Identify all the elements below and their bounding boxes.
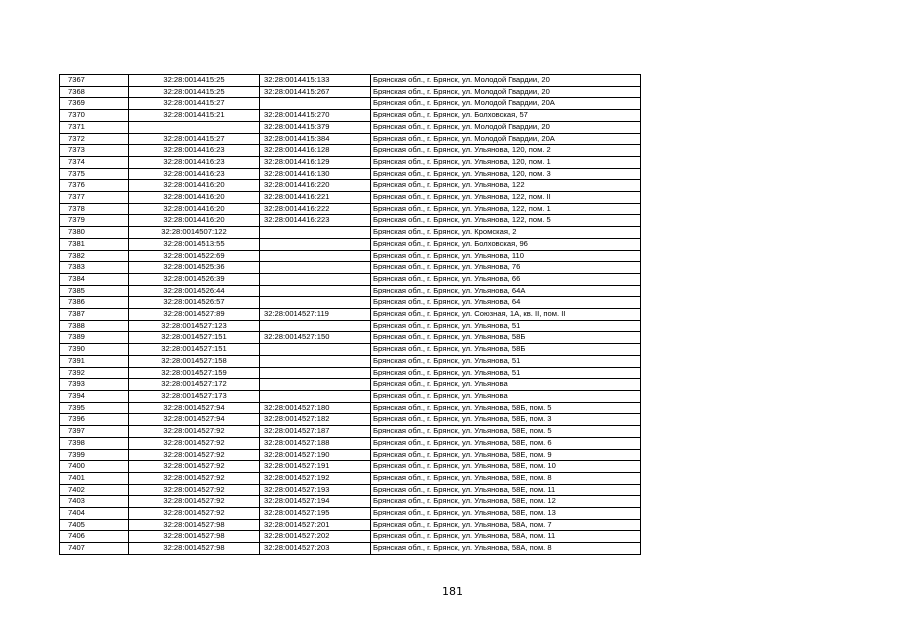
table-row [60,531,641,543]
record-number-cell: 7402 [60,484,129,496]
land-cadastral-number-cell: 32:28:0014415:27 [129,133,260,145]
object-cadastral-number-cell: 32:28:0014527:119 [260,309,371,321]
object-cadastral-number-cell: 32:28:0014416:221 [260,192,371,204]
record-number-cell: 7371 [60,121,129,133]
table-row [60,262,641,274]
address-cell: Брянская обл., г. Брянск, ул. Ульянова, 58Е, пом. 11 [371,484,641,496]
table-row [60,110,641,122]
land-cadastral-number-cell: 32:28:0014527:92 [129,496,260,508]
table-row [60,414,641,426]
table-row [60,543,641,555]
table-row [60,332,641,344]
object-cadastral-number-cell [260,379,371,391]
object-cadastral-number-cell: 32:28:0014416:128 [260,145,371,157]
record-number-cell: 7382 [60,250,129,262]
object-cadastral-number-cell: 32:28:0014527:190 [260,449,371,461]
address-cell: Брянская обл., г. Брянск, ул. Ульянова, 58Е, пом. 9 [371,449,641,461]
land-cadastral-number-cell: 32:28:0014527:92 [129,508,260,520]
record-number-cell: 7407 [60,543,129,555]
table-row [60,75,641,87]
land-cadastral-number-cell: 32:28:0014415:25 [129,86,260,98]
table-row [60,320,641,332]
land-cadastral-number-cell: 32:28:0014527:92 [129,437,260,449]
land-cadastral-number-cell: 32:28:0014415:21 [129,110,260,122]
address-cell: Брянская обл., г. Брянск, ул. Ульянова, 58Е, пом. 13 [371,508,641,520]
object-cadastral-number-cell: 32:28:0014416:223 [260,215,371,227]
address-cell: Брянская обл., г. Брянск, ул. Ульянова, 51 [371,355,641,367]
land-cadastral-number-cell: 32:28:0014527:92 [129,449,260,461]
address-cell: Брянская обл., г. Брянск, ул. Молодой Гвардии, 20 [371,75,641,87]
land-cadastral-number-cell: 32:28:0014415:25 [129,75,260,87]
table-row [60,285,641,297]
land-cadastral-number-cell: 32:28:0014527:89 [129,309,260,321]
record-number-cell: 7399 [60,449,129,461]
land-cadastral-number-cell: 32:28:0014526:39 [129,273,260,285]
address-cell: Брянская обл., г. Брянск, ул. Ульянова, 58Е, пом. 8 [371,472,641,484]
registry-table-body [60,75,641,555]
land-cadastral-number-cell: 32:28:0014415:27 [129,98,260,110]
record-number-cell: 7404 [60,508,129,520]
land-cadastral-number-cell: 32:28:0014527:172 [129,379,260,391]
address-cell: Брянская обл., г. Брянск, ул. Ульянова, 58Е, пом. 12 [371,496,641,508]
land-cadastral-number-cell: 32:28:0014525:36 [129,262,260,274]
address-cell: Брянская обл., г. Брянск, ул. Ульянова, 58А, пом. 11 [371,531,641,543]
address-cell: Брянская обл., г. Брянск, ул. Союзная, 1А, кв. II, пом. II [371,309,641,321]
table-row [60,180,641,192]
table-row [60,133,641,145]
object-cadastral-number-cell: 32:28:0014527:194 [260,496,371,508]
address-cell: Брянская обл., г. Брянск, ул. Ульянова, 58А, пом. 7 [371,519,641,531]
address-cell: Брянская обл., г. Брянск, ул. Ульянова, 110 [371,250,641,262]
address-cell: Брянская обл., г. Брянск, ул. Ульянова, 76 [371,262,641,274]
land-cadastral-number-cell: 32:28:0014527:151 [129,332,260,344]
object-cadastral-number-cell: 32:28:0014416:222 [260,203,371,215]
land-cadastral-number-cell: 32:28:0014527:159 [129,367,260,379]
object-cadastral-number-cell [260,285,371,297]
object-cadastral-number-cell [260,227,371,239]
address-cell: Брянская обл., г. Брянск, ул. Ульянова, 58Е, пом. 10 [371,461,641,473]
object-cadastral-number-cell: 32:28:0014527:182 [260,414,371,426]
address-cell: Брянская обл., г. Брянск, ул. Ульянова [371,379,641,391]
land-cadastral-number-cell: 32:28:0014522:69 [129,250,260,262]
record-number-cell: 7376 [60,180,129,192]
record-number-cell: 7372 [60,133,129,145]
record-number-cell: 7383 [60,262,129,274]
object-cadastral-number-cell: 32:28:0014416:129 [260,156,371,168]
object-cadastral-number-cell: 32:28:0014415:270 [260,110,371,122]
object-cadastral-number-cell [260,320,371,332]
record-number-cell: 7379 [60,215,129,227]
address-cell: Брянская обл., г. Брянск, ул. Ульянова, 58А, пом. 8 [371,543,641,555]
table-row [60,496,641,508]
table-row [60,227,641,239]
table-row [60,168,641,180]
object-cadastral-number-cell [260,390,371,402]
record-number-cell: 7369 [60,98,129,110]
table-row [60,461,641,473]
object-cadastral-number-cell: 32:28:0014527:187 [260,426,371,438]
table-row [60,355,641,367]
record-number-cell: 7386 [60,297,129,309]
object-cadastral-number-cell: 32:28:0014527:195 [260,508,371,520]
table-row [60,273,641,285]
object-cadastral-number-cell: 32:28:0014527:193 [260,484,371,496]
table-row [60,156,641,168]
table-row [60,86,641,98]
object-cadastral-number-cell: 32:28:0014416:130 [260,168,371,180]
table-row [60,297,641,309]
record-number-cell: 7390 [60,344,129,356]
record-number-cell: 7384 [60,273,129,285]
record-number-cell: 7381 [60,238,129,250]
record-number-cell: 7395 [60,402,129,414]
address-cell: Брянская обл., г. Брянск, ул. Ульянова, 64А [371,285,641,297]
object-cadastral-number-cell [260,238,371,250]
record-number-cell: 7396 [60,414,129,426]
table-row [60,238,641,250]
record-number-cell: 7378 [60,203,129,215]
land-cadastral-number-cell: 32:28:0014527:151 [129,344,260,356]
object-cadastral-number-cell [260,297,371,309]
table-row [60,192,641,204]
object-cadastral-number-cell [260,98,371,110]
object-cadastral-number-cell [260,344,371,356]
table-row [60,472,641,484]
land-cadastral-number-cell: 32:28:0014416:23 [129,156,260,168]
address-cell: Брянская обл., г. Брянск, ул. Ульянова, 122, пом. II [371,192,641,204]
record-number-cell: 7398 [60,437,129,449]
table-row [60,309,641,321]
land-cadastral-number-cell: 32:28:0014527:92 [129,472,260,484]
address-cell: Брянская обл., г. Брянск, ул. Болховская, 96 [371,238,641,250]
page-number: 181 [442,585,463,598]
record-number-cell: 7368 [60,86,129,98]
land-cadastral-number-cell: 32:28:0014527:92 [129,461,260,473]
table-row [60,145,641,157]
object-cadastral-number-cell: 32:28:0014527:188 [260,437,371,449]
table-row [60,203,641,215]
land-cadastral-number-cell: 32:28:0014527:94 [129,414,260,426]
record-number-cell: 7403 [60,496,129,508]
object-cadastral-number-cell: 32:28:0014527:150 [260,332,371,344]
record-number-cell: 7405 [60,519,129,531]
object-cadastral-number-cell: 32:28:0014527:180 [260,402,371,414]
table-row [60,250,641,262]
address-cell: Брянская обл., г. Брянск, ул. Ульянова, 122, пом. 5 [371,215,641,227]
address-cell: Брянская обл., г. Брянск, ул. Молодой Гвардии, 20 [371,121,641,133]
record-number-cell: 7380 [60,227,129,239]
table-row [60,402,641,414]
land-cadastral-number-cell: 32:28:0014526:44 [129,285,260,297]
object-cadastral-number-cell: 32:28:0014527:202 [260,531,371,543]
address-cell: Брянская обл., г. Брянск, ул. Ульянова, 120, пом. 2 [371,145,641,157]
object-cadastral-number-cell [260,367,371,379]
record-number-cell: 7392 [60,367,129,379]
address-cell: Брянская обл., г. Брянск, ул. Ульянова, 51 [371,320,641,332]
object-cadastral-number-cell: 32:28:0014527:191 [260,461,371,473]
record-number-cell: 7370 [60,110,129,122]
address-cell: Брянская обл., г. Брянск, ул. Молодой Гвардии, 20 [371,86,641,98]
land-cadastral-number-cell: 32:28:0014527:123 [129,320,260,332]
land-cadastral-number-cell: 32:28:0014527:98 [129,531,260,543]
record-number-cell: 7391 [60,355,129,367]
record-number-cell: 7385 [60,285,129,297]
object-cadastral-number-cell: 32:28:0014416:220 [260,180,371,192]
land-cadastral-number-cell: 32:28:0014527:94 [129,402,260,414]
land-cadastral-number-cell: 32:28:0014416:20 [129,180,260,192]
record-number-cell: 7393 [60,379,129,391]
object-cadastral-number-cell: 32:28:0014415:133 [260,75,371,87]
object-cadastral-number-cell [260,250,371,262]
table-row [60,426,641,438]
record-number-cell: 7367 [60,75,129,87]
address-cell: Брянская обл., г. Брянск, ул. Ульянова, 58Е, пом. 5 [371,426,641,438]
address-cell: Брянская обл., г. Брянск, ул. Ульянова, 51 [371,367,641,379]
land-cadastral-number-cell: 32:28:0014527:92 [129,484,260,496]
table-row [60,121,641,133]
address-cell: Брянская обл., г. Брянск, ул. Ульянова, 120, пом. 1 [371,156,641,168]
land-cadastral-number-cell: 32:28:0014527:158 [129,355,260,367]
land-cadastral-number-cell: 32:28:0014527:92 [129,426,260,438]
table-row [60,98,641,110]
table-row [60,437,641,449]
address-cell: Брянская обл., г. Брянск, ул. Кромская, 2 [371,227,641,239]
address-cell: Брянская обл., г. Брянск, ул. Ульянова, 58Б, пом. 3 [371,414,641,426]
record-number-cell: 7373 [60,145,129,157]
land-cadastral-number-cell: 32:28:0014416:20 [129,192,260,204]
land-cadastral-number-cell: 32:28:0014416:20 [129,215,260,227]
record-number-cell: 7375 [60,168,129,180]
record-number-cell: 7406 [60,531,129,543]
object-cadastral-number-cell: 32:28:0014527:203 [260,543,371,555]
table-row [60,379,641,391]
address-cell: Брянская обл., г. Брянск, ул. Молодой Гвардии, 20А [371,133,641,145]
object-cadastral-number-cell: 32:28:0014415:384 [260,133,371,145]
land-cadastral-number-cell: 32:28:0014526:57 [129,297,260,309]
record-number-cell: 7394 [60,390,129,402]
address-cell: Брянская обл., г. Брянск, ул. Ульянова [371,390,641,402]
record-number-cell: 7388 [60,320,129,332]
address-cell: Брянская обл., г. Брянск, ул. Ульянова, 66 [371,273,641,285]
table-row [60,390,641,402]
registry-table [59,74,641,555]
land-cadastral-number-cell: 32:28:0014507:122 [129,227,260,239]
record-number-cell: 7397 [60,426,129,438]
land-cadastral-number-cell: 32:28:0014416:23 [129,145,260,157]
record-number-cell: 7401 [60,472,129,484]
record-number-cell: 7377 [60,192,129,204]
record-number-cell: 7389 [60,332,129,344]
table-row [60,449,641,461]
record-number-cell: 7400 [60,461,129,473]
table-row [60,519,641,531]
land-cadastral-number-cell: 32:28:0014527:98 [129,519,260,531]
object-cadastral-number-cell: 32:28:0014527:201 [260,519,371,531]
table-row [60,484,641,496]
land-cadastral-number-cell: 32:28:0014527:98 [129,543,260,555]
address-cell: Брянская обл., г. Брянск, ул. Ульянова, 122, пом. 1 [371,203,641,215]
land-cadastral-number-cell: 32:28:0014416:23 [129,168,260,180]
object-cadastral-number-cell [260,355,371,367]
address-cell: Брянская обл., г. Брянск, ул. Ульянова, 58Е, пом. 6 [371,437,641,449]
record-number-cell: 7387 [60,309,129,321]
land-cadastral-number-cell: 32:28:0014513:55 [129,238,260,250]
address-cell: Брянская обл., г. Брянск, ул. Болховская, 57 [371,110,641,122]
object-cadastral-number-cell: 32:28:0014415:267 [260,86,371,98]
land-cadastral-number-cell [129,121,260,133]
address-cell: Брянская обл., г. Брянск, ул. Молодой Гвардии, 20А [371,98,641,110]
object-cadastral-number-cell: 32:28:0014415:379 [260,121,371,133]
address-cell: Брянская обл., г. Брянск, ул. Ульянова, 122 [371,180,641,192]
object-cadastral-number-cell [260,262,371,274]
object-cadastral-number-cell: 32:28:0014527:192 [260,472,371,484]
address-cell: Брянская обл., г. Брянск, ул. Ульянова, 58Б, пом. 5 [371,402,641,414]
land-cadastral-number-cell: 32:28:0014527:173 [129,390,260,402]
address-cell: Брянская обл., г. Брянск, ул. Ульянова, 58Б [371,344,641,356]
table-row [60,508,641,520]
object-cadastral-number-cell [260,273,371,285]
land-cadastral-number-cell: 32:28:0014416:20 [129,203,260,215]
address-cell: Брянская обл., г. Брянск, ул. Ульянова, 58Б [371,332,641,344]
record-number-cell: 7374 [60,156,129,168]
address-cell: Брянская обл., г. Брянск, ул. Ульянова, 120, пом. 3 [371,168,641,180]
table-row [60,215,641,227]
address-cell: Брянская обл., г. Брянск, ул. Ульянова, 64 [371,297,641,309]
table-row [60,344,641,356]
table-row [60,367,641,379]
